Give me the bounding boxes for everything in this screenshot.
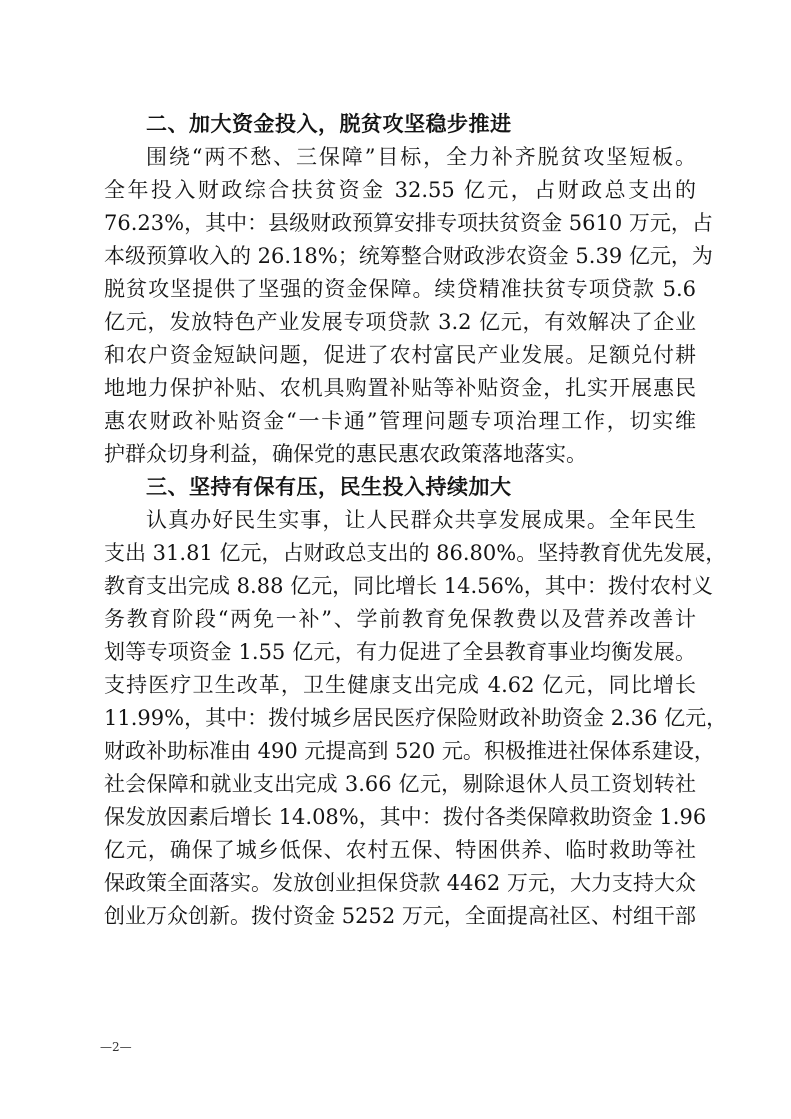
paragraph-line: 创业万众创新。拨付资金 5252 万元，全面提高社区、村组干部 — [104, 904, 696, 928]
paragraph-line: 亿元，发放特色产业发展专项贷款 3.2 亿元，有效解决了企业 — [104, 310, 696, 334]
paragraph-line: 11.99%，其中：拨付城乡居民医疗保险财政补助资金 2.36 亿元， — [104, 706, 728, 730]
section-3-paragraph — [104, 504, 728, 933]
paragraph-line: 财政补助标准由 490 元提高到 520 元。积极推进社保体系建设， — [104, 739, 715, 763]
section-heading-3: 三、坚持有保有压，民生投入持续加大 — [146, 475, 512, 499]
paragraph-line: 支持医疗卫生改革，卫生健康支出完成 4.62 亿元，同比增长 — [104, 673, 696, 697]
paragraph-line: 务教育阶段“两免一补”、学前教育免保教费以及营养改善计 — [104, 607, 696, 631]
paragraph-line: 教育支出完成 8.88 亿元，同比增长 14.56%，其中：拨付农村义 — [104, 574, 713, 598]
section-2-paragraph — [104, 141, 713, 471]
paragraph-line: 支出 31.81 亿元，占财政总支出的 86.80%。坚持教育优先发展， — [104, 541, 727, 565]
paragraph-line: 惠农财政补贴资金“一卡通”管理问题专项治理工作，切实维 — [104, 409, 696, 433]
paragraph-line: 亿元，确保了城乡低保、农村五保、特困供养、临时救助等社 — [104, 838, 696, 862]
paragraph-line: 76.23%，其中：县级财政预算安排专项扶贫资金 5610 万元，占 — [104, 211, 713, 235]
paragraph-line: 围绕“两不愁、三保障”目标，全力补齐脱贫攻坚短板。 — [146, 145, 696, 169]
paragraph-line: 护群众切身利益，确保党的惠民惠农政策落地落实。 — [104, 442, 587, 466]
paragraph-line: 地地力保护补贴、农机具购置补贴等补贴资金，扎实开展惠民 — [104, 376, 696, 400]
document-body — [104, 108, 728, 933]
paragraph-line: 全年投入财政综合扶贫资金 32.55 亿元，占财政总支出的 — [104, 178, 696, 202]
paragraph-line: 社会保障和就业支出完成 3.66 亿元，剔除退休人员工资划转社 — [104, 772, 696, 796]
paragraph-line: 和农户资金短缺问题，促进了农村富民产业发展。足额兑付耕 — [104, 343, 696, 367]
paragraph-line: 保发放因素后增长 14.08%，其中：拨付各类保障救助资金 1.96 — [104, 805, 707, 829]
page-number: —2— — [100, 1040, 132, 1054]
paragraph-line: 保政策全面落实。发放创业担保贷款 4462 万元，大力支持大众 — [104, 871, 696, 895]
section-heading-2: 二、加大资金投入，脱贫攻坚稳步推进 — [146, 112, 512, 136]
paragraph-line: 脱贫攻坚提供了坚强的资金保障。续贷精准扶贫专项贷款 5.6 — [104, 277, 696, 301]
paragraph-line: 划等专项资金 1.55 亿元，有力促进了全县教育事业均衡发展。 — [104, 640, 696, 664]
paragraph-line: 本级预算收入的 26.18%；统筹整合财政涉农资金 5.39 亿元，为 — [104, 244, 713, 268]
paragraph-line: 认真办好民生实事，让人民群众共享发展成果。全年民生 — [146, 508, 696, 532]
